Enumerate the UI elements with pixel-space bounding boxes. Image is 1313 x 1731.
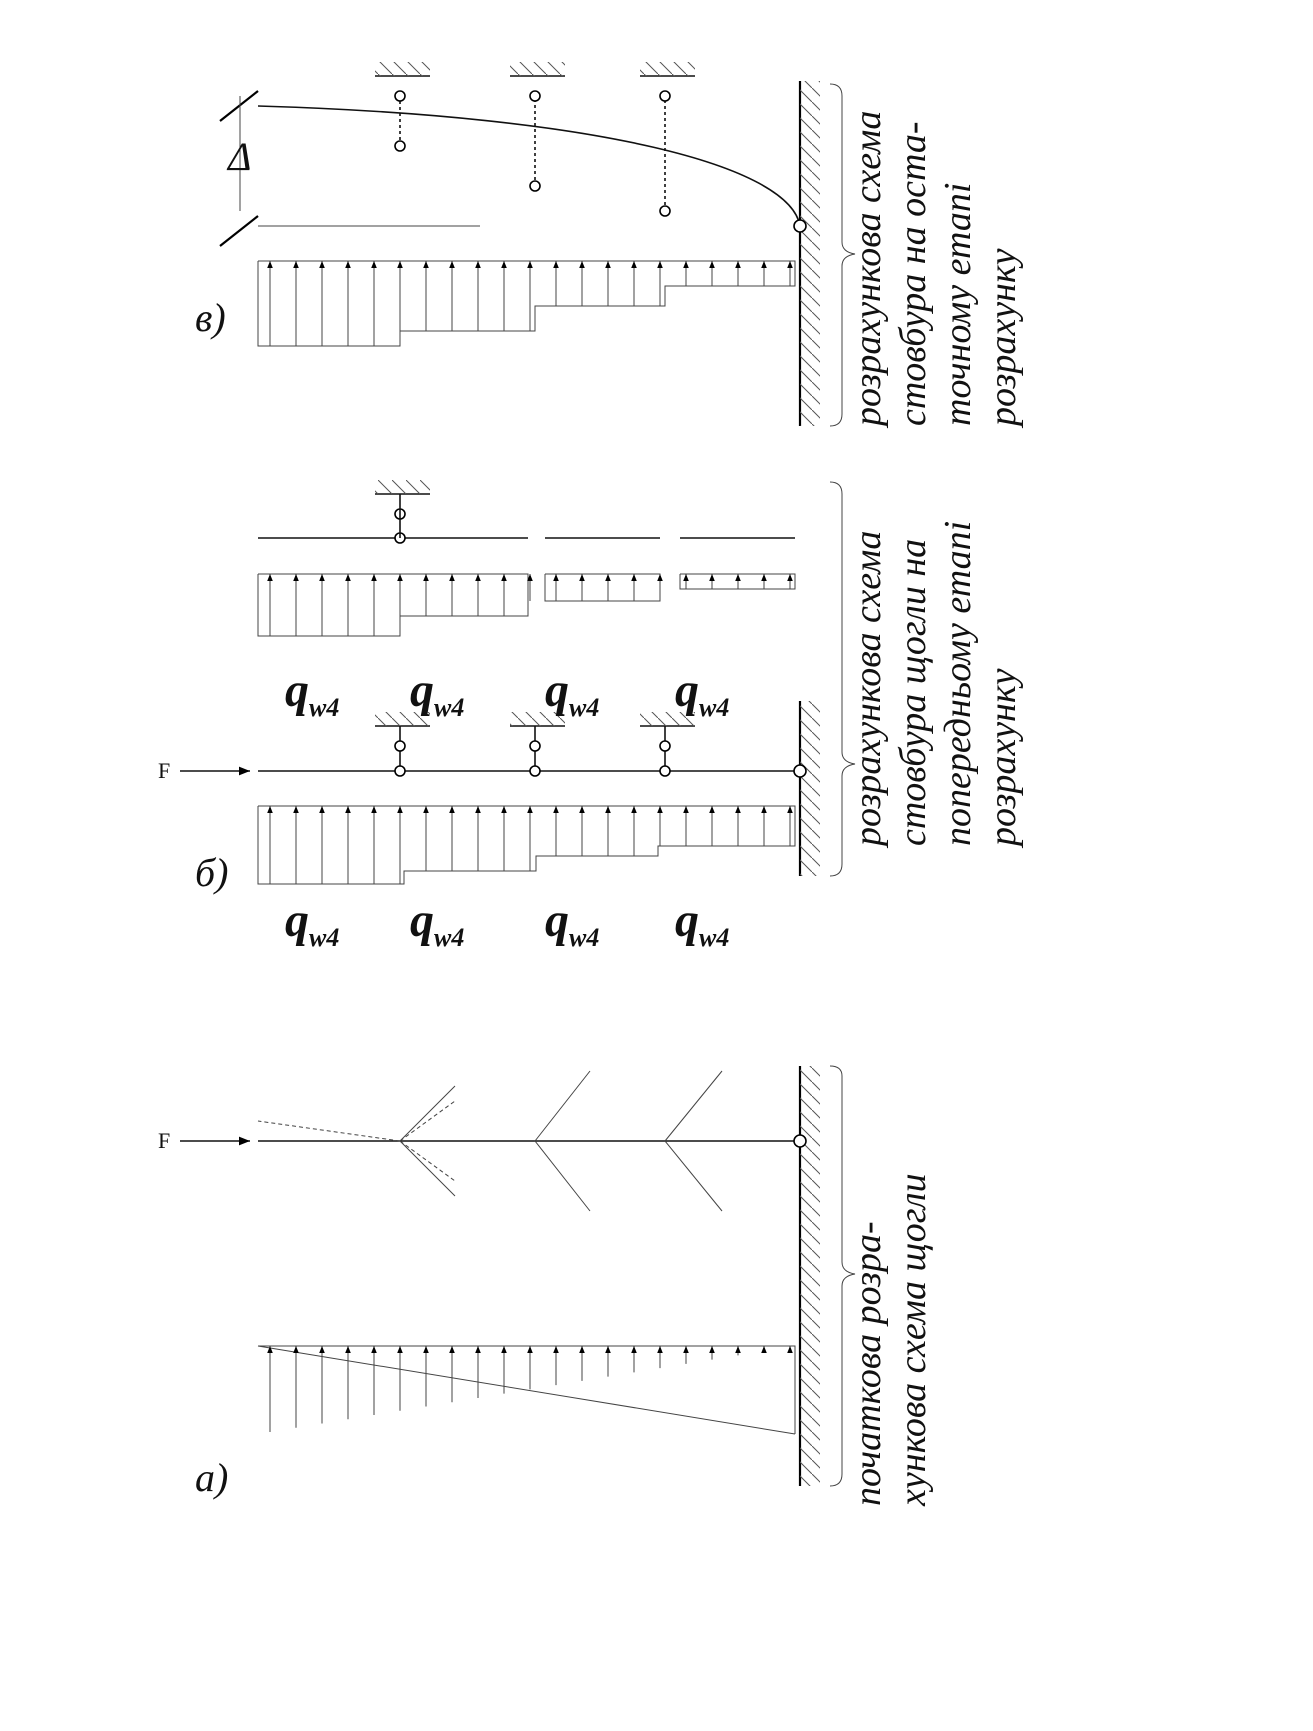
panel-c-springs [375,62,695,216]
load-label: $q_{w4}$ [285,894,340,952]
svg-text:Δ: Δ [228,134,252,179]
panel-c-deflected-mast [258,106,806,232]
load-label: $q_{w4}$ [285,664,340,722]
panel-b [158,480,1024,952]
load-label: $q_{w4}$ [410,894,465,952]
panel-b-wind-load-2 [258,574,795,636]
panel-a-caption: початкова розра- хункова схема щогли [847,1173,934,1506]
panel-a-wind-load [258,1346,795,1434]
panel-a-mast [258,1071,806,1211]
panel-b-load-labels-1 [285,894,729,952]
load-label: $q_{w4}$ [545,664,600,722]
panel-a-label: а) [195,1455,229,1500]
load-label: $q_{w4}$ [410,664,465,722]
panel-b-caption: розрахункова схема стовбура щогли на попередньому етапі розрахунку [847,520,1024,846]
load-label: $q_{w4}$ [545,894,600,952]
panel-a [158,1066,934,1507]
panel-c [195,62,1024,429]
panel-a-ground [800,1066,820,1486]
panel-b-ground [800,701,820,876]
panel-b-force [158,758,250,783]
svg-text:F: F [158,1128,171,1153]
panel-b-wind-load-1 [258,806,795,884]
panel-a-force [158,1128,250,1153]
panel-c-deflection [220,91,258,246]
svg-text:F: F [158,758,171,783]
panel-c-wind-load [258,261,795,346]
load-label: $q_{w4}$ [675,894,730,952]
panel-b-mast-segments [258,480,795,543]
panel-c-label: в) [195,295,226,340]
panel-b-label: б) [195,850,229,895]
load-label: $q_{w4}$ [675,664,730,722]
panel-c-ground [800,81,820,426]
panel-c-caption: розрахункова схема стовбура на оста- точному етапі розрахунку [847,110,1024,426]
panel-b-support [375,712,695,776]
